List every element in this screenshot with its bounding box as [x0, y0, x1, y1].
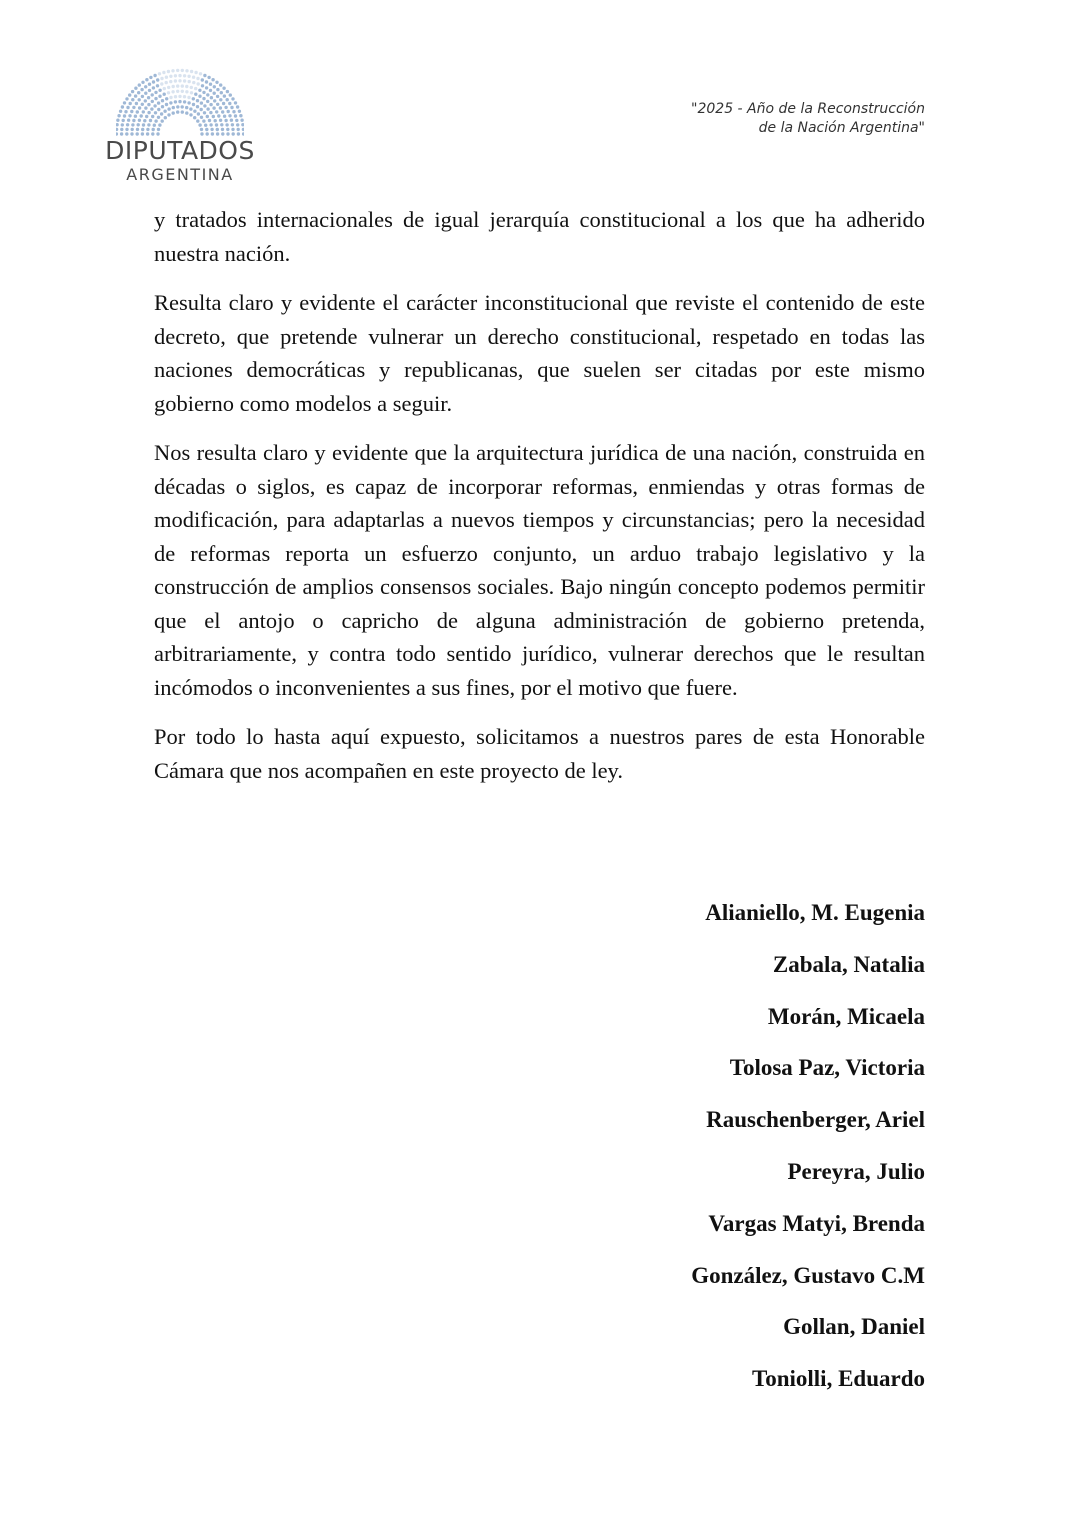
seat-dot — [138, 106, 141, 109]
seat-dot — [137, 123, 140, 126]
seat-dot — [152, 80, 155, 83]
seat-dot — [154, 111, 157, 114]
seat-dot — [141, 95, 144, 98]
seat-dot — [211, 78, 214, 81]
seat-dot — [144, 106, 147, 109]
seat-dot — [149, 76, 152, 79]
seat-dot — [116, 128, 118, 131]
seat-dot — [231, 123, 234, 126]
chamber-seats-icon — [116, 66, 244, 136]
seat-dot — [167, 113, 170, 116]
seat-dot — [219, 119, 222, 122]
seat-dot — [200, 116, 203, 119]
seat-dot — [230, 106, 233, 109]
signer-name: Toniolli, Eduardo — [751, 1366, 925, 1392]
seat-dot — [194, 87, 197, 90]
seat-dot — [231, 97, 234, 100]
paragraph: Nos resulta claro y evidente que la arquitectura jurídica de una nación, construida en décadas o siglos, es capaz de incorporar reformas, enmiendas y otras formas de modificación, para adaptarlas a nuevos tiempos y circunstancias; pero la necesidad de reformas reporta un esfuerzo conjunto, un arduo trabajo legislativo y la construcción de amplios consensos sociales. Bajo ningún concepto podemos permitir que el antojo o capricho de alguna administración de gobierno pretenda, arbitrariamente, y contra todo sentido jurídico, vulnerar derechos que le resultan incómodos o inconvenientes a sus fines, por el motivo que fuere. — [154, 440, 925, 700]
seat-dot — [185, 69, 188, 72]
seat-dot — [201, 84, 204, 87]
signer-name: Pereyra, Julio — [787, 1158, 925, 1184]
seat-dot — [190, 86, 193, 89]
seat-dot — [126, 106, 129, 109]
seat-dot — [156, 84, 159, 87]
seat-dot — [178, 74, 181, 77]
logo-title: DIPUTADOS — [105, 136, 255, 165]
seat-dot — [221, 128, 224, 131]
seat-dot — [142, 110, 145, 113]
seat-dot — [223, 94, 226, 97]
seat-dot — [129, 102, 132, 105]
seat-dot — [157, 101, 160, 104]
seat-dot — [169, 96, 172, 99]
seat-dot — [219, 106, 222, 109]
motto-line-2: de la Nación Argentina" — [758, 120, 925, 136]
seat-dot — [226, 128, 229, 131]
seat-dot — [153, 74, 156, 77]
seat-dot — [123, 114, 126, 117]
seat-dot — [220, 91, 223, 94]
seat-dot — [185, 106, 188, 109]
seat-dot — [216, 103, 219, 106]
seat-dot — [198, 123, 201, 126]
seat-dot — [206, 93, 209, 96]
seat-dot — [158, 123, 161, 126]
paragraph: Resulta claro y evidente el carácter inconstitucional que reviste el contenido de este decreto, que pretende vulnerar un derecho constitucional, respetado en todas las naciones democráticas y republicanas, que suelen ser citadas por este mismo gobierno como modelos a seguir. — [154, 290, 925, 416]
seat-dot — [189, 113, 192, 116]
seat-dot — [192, 76, 195, 79]
seat-dot — [215, 110, 218, 113]
seat-dot — [216, 128, 219, 131]
seat-dot — [236, 105, 239, 108]
seat-dot — [178, 79, 181, 82]
seat-dot — [176, 90, 179, 93]
seat-dot — [158, 72, 161, 75]
seat-dot — [152, 128, 155, 131]
seat-dot — [209, 123, 212, 126]
seat-dot — [196, 105, 199, 108]
seat-dot — [142, 123, 145, 126]
seat-dot — [203, 104, 206, 107]
seat-dot — [134, 87, 137, 90]
seat-dot — [122, 119, 125, 122]
seat-dot — [124, 110, 127, 113]
seat-dot — [131, 128, 134, 131]
seat-dot — [144, 85, 147, 88]
seat-dot — [205, 80, 208, 83]
seat-dot — [149, 119, 152, 122]
seat-dot — [152, 86, 155, 89]
seat-dot — [196, 119, 199, 122]
seat-dot — [185, 111, 188, 114]
seat-dot — [160, 82, 163, 85]
seat-dot — [205, 86, 208, 89]
seat-dot — [183, 79, 186, 82]
seat-dot — [145, 78, 148, 81]
seat-dot — [224, 119, 227, 122]
seat-dot — [160, 77, 163, 80]
seat-dot — [158, 89, 161, 92]
seat-dot — [163, 93, 166, 96]
seat-dot — [144, 99, 147, 102]
seat-dot — [143, 119, 146, 122]
seat-dot — [203, 111, 206, 114]
seat-dot — [128, 114, 131, 117]
seat-dot — [225, 123, 228, 126]
seat-dot — [188, 80, 191, 83]
seat-dot — [128, 93, 131, 96]
seat-dot — [120, 128, 123, 131]
seat-dot — [134, 94, 137, 97]
seat-dot — [156, 78, 159, 81]
seat-dot — [187, 75, 190, 78]
seat-dot — [165, 97, 168, 100]
seat-dot — [144, 92, 147, 95]
seat-dot — [236, 123, 239, 126]
seat-dot — [161, 119, 164, 122]
seat-dot — [224, 106, 227, 109]
seat-dot — [174, 100, 177, 103]
seat-dot — [209, 103, 212, 106]
seat-dot — [147, 103, 150, 106]
seat-dot — [185, 85, 188, 88]
seat-dot — [141, 103, 144, 106]
seat-dot — [200, 128, 203, 131]
seat-dot — [196, 99, 199, 102]
seat-dot — [117, 114, 120, 117]
seat-dot — [150, 107, 153, 110]
seat-dot — [237, 128, 240, 131]
seat-dot — [199, 72, 202, 75]
seat-dot — [200, 108, 203, 111]
seat-dot — [198, 89, 201, 92]
seat-dot — [185, 90, 188, 93]
seat-dot — [181, 84, 184, 87]
seat-dot — [119, 110, 122, 113]
seat-dot — [219, 98, 222, 101]
seat-dot — [213, 92, 216, 95]
seat-dot — [181, 90, 184, 93]
seat-dot — [207, 76, 210, 79]
seat-dot — [216, 95, 219, 98]
seat-dot — [210, 128, 213, 131]
seat-dot — [160, 112, 163, 115]
seat-dot — [197, 112, 200, 115]
seat-dot — [194, 93, 197, 96]
seat-dot — [164, 116, 167, 119]
diputados-logo — [100, 64, 260, 188]
seat-dot — [176, 84, 179, 87]
seat-dot — [171, 90, 174, 93]
signer-name: Gollan, Daniel — [783, 1314, 925, 1340]
seat-dot — [138, 98, 141, 101]
seat-dot — [161, 99, 164, 102]
seat-dot — [178, 100, 181, 103]
document-body — [154, 203, 925, 803]
seat-dot — [203, 74, 206, 77]
seat-dot — [193, 116, 196, 119]
seat-dot — [178, 95, 181, 98]
seat-dot — [241, 123, 244, 126]
seat-dot — [176, 69, 179, 72]
seat-dot — [125, 128, 128, 131]
seat-dot — [169, 75, 172, 78]
seat-dot — [174, 74, 177, 77]
seat-dot — [172, 111, 175, 114]
seat-dot — [136, 128, 139, 131]
seat-dot — [181, 105, 184, 108]
seat-dot — [198, 95, 201, 98]
seat-dot — [215, 81, 218, 84]
seat-dot — [153, 104, 156, 107]
seat-dot — [192, 81, 195, 84]
seat-dot — [205, 128, 208, 131]
seat-dot — [136, 110, 139, 113]
seat-dot — [206, 100, 209, 103]
signer-name: Alianiello, M. Eugenia — [705, 900, 925, 925]
seat-dot — [214, 119, 217, 122]
seat-dot — [212, 115, 215, 118]
seat-dot — [197, 82, 200, 85]
seat-dot — [132, 106, 135, 109]
seat-dot — [200, 101, 203, 104]
seat-dot — [127, 119, 130, 122]
seat-dot — [174, 79, 177, 82]
seat-dot — [116, 119, 119, 122]
seat-dot — [213, 99, 216, 102]
seat-dot — [232, 110, 235, 113]
seat-dot — [192, 97, 195, 100]
seat-dot — [151, 115, 154, 118]
seat-dot — [209, 83, 212, 86]
seat-dot — [216, 88, 219, 91]
seat-dot — [189, 107, 192, 110]
seat-dot — [201, 78, 204, 81]
seat-dot — [146, 128, 149, 131]
seat-dot — [165, 76, 168, 79]
seat-dot — [138, 83, 141, 86]
seat-dot — [213, 85, 216, 88]
seat-dot — [140, 88, 143, 91]
seat-dot — [145, 115, 148, 118]
seat-dot — [131, 123, 134, 126]
seat-dot — [220, 123, 223, 126]
signers-list — [691, 896, 925, 1414]
seat-dot — [157, 116, 160, 119]
seat-dot — [228, 114, 231, 117]
seat-dot — [131, 98, 134, 101]
seat-dot — [222, 87, 225, 90]
signer-name: Morán, Micaela — [767, 1003, 925, 1029]
seat-dot — [132, 119, 135, 122]
seat-dot — [190, 70, 193, 73]
seat-dot — [209, 89, 212, 92]
seat-dot — [210, 96, 213, 99]
seat-dot — [215, 123, 218, 126]
seat-dot — [240, 119, 243, 122]
seat-dot — [167, 70, 170, 73]
paragraph: Por todo lo hasta aquí expuesto, solicitamos a nuestros pares de esta Honorable Cámara que nos acompañen en este proyecto de ley. — [154, 724, 925, 783]
seat-dot — [235, 119, 238, 122]
signer-name: Tolosa Paz, Victoria — [729, 1055, 925, 1081]
seat-dot — [190, 91, 193, 94]
seat-dot — [116, 123, 119, 126]
seat-dot — [238, 110, 241, 113]
seat-dot — [206, 115, 209, 118]
seat-dot — [219, 83, 222, 86]
signer-name: Vargas Matyi, Brenda — [708, 1210, 925, 1236]
seat-dot — [227, 110, 230, 113]
seat-dot — [171, 69, 174, 72]
seat-dot — [141, 81, 144, 84]
seat-dot — [187, 101, 190, 104]
seat-dot — [187, 96, 190, 99]
seat-dot — [121, 123, 124, 126]
seat-dot — [153, 124, 156, 127]
seat-dot — [125, 97, 128, 100]
seat-dot — [147, 123, 150, 126]
seat-dot — [158, 95, 161, 98]
seat-dot — [193, 110, 196, 113]
seat-dot — [121, 105, 124, 108]
seat-dot — [130, 110, 133, 113]
seat-dot — [148, 89, 151, 92]
seat-dot — [172, 106, 175, 109]
seat-dot — [230, 119, 233, 122]
seat-dot — [194, 71, 197, 74]
seat-dot — [221, 110, 224, 113]
seat-dot — [183, 100, 186, 103]
seat-dot — [154, 91, 157, 94]
seat-dot — [169, 101, 172, 104]
seat-dot — [242, 128, 244, 131]
seat-dot — [147, 96, 150, 99]
seat-dot — [163, 110, 166, 113]
seat-dot — [163, 87, 166, 90]
seat-dot — [165, 103, 168, 106]
motto-line-1: "2025 - Año de la Reconstrucción — [691, 101, 925, 117]
seat-dot — [157, 108, 160, 111]
seat-dot — [234, 114, 237, 117]
seat-dot — [151, 100, 154, 103]
seat-dot — [228, 102, 231, 105]
seat-dot — [212, 106, 215, 109]
seat-dot — [126, 123, 129, 126]
seat-dot — [202, 119, 205, 122]
seat-dot — [172, 85, 175, 88]
seat-dot — [176, 110, 179, 113]
seat-dot — [183, 95, 186, 98]
seat-dot — [140, 114, 143, 117]
seat-dot — [167, 107, 170, 110]
paragraph: y tratados internacionales de igual jerarquía constitucional a los que ha adherido nuestra nación. — [154, 207, 925, 266]
seat-dot — [202, 91, 205, 94]
seat-dot — [183, 74, 186, 77]
year-motto — [691, 100, 925, 138]
signer-name: Zabala, Natalia — [772, 951, 925, 977]
seat-dot — [137, 91, 140, 94]
seat-dot — [204, 124, 207, 127]
seat-dot — [165, 81, 168, 84]
seat-dot — [167, 86, 170, 89]
seat-dot — [196, 77, 199, 80]
seat-dot — [134, 115, 137, 118]
seat-dot — [217, 114, 220, 117]
seat-dot — [135, 102, 138, 105]
seat-dot — [222, 102, 225, 105]
seat-dot — [239, 114, 242, 117]
seat-dot — [208, 119, 211, 122]
seat-dot — [209, 111, 212, 114]
seat-dot — [154, 97, 157, 100]
seat-dot — [231, 128, 234, 131]
signer-name: González, Gustavo C.M — [691, 1262, 925, 1288]
seat-dot — [157, 128, 160, 131]
seat-dot — [123, 101, 126, 104]
seat-dot — [181, 69, 184, 72]
seat-dot — [131, 90, 134, 93]
seat-dot — [138, 119, 141, 122]
seat-dot — [226, 90, 229, 93]
seat-dot — [162, 71, 165, 74]
seat-dot — [202, 97, 205, 100]
seat-dot — [169, 80, 172, 83]
seat-dot — [147, 111, 150, 114]
seat-dot — [154, 119, 157, 122]
seat-dot — [226, 98, 229, 101]
seat-dot — [167, 91, 170, 94]
signer-name: Rauschenberger, Ariel — [706, 1107, 925, 1133]
seat-dot — [141, 128, 144, 131]
seat-dot — [176, 105, 179, 108]
seat-dot — [174, 95, 177, 98]
seat-dot — [151, 93, 154, 96]
seat-dot — [161, 105, 164, 108]
seat-dot — [206, 107, 209, 110]
seat-dot — [229, 93, 232, 96]
seat-dot — [148, 83, 151, 86]
seat-dot — [181, 110, 184, 113]
seat-dot — [192, 103, 195, 106]
logo-subtitle: ARGENTINA — [126, 165, 234, 184]
seat-dot — [234, 101, 237, 104]
seat-dot — [223, 115, 226, 118]
